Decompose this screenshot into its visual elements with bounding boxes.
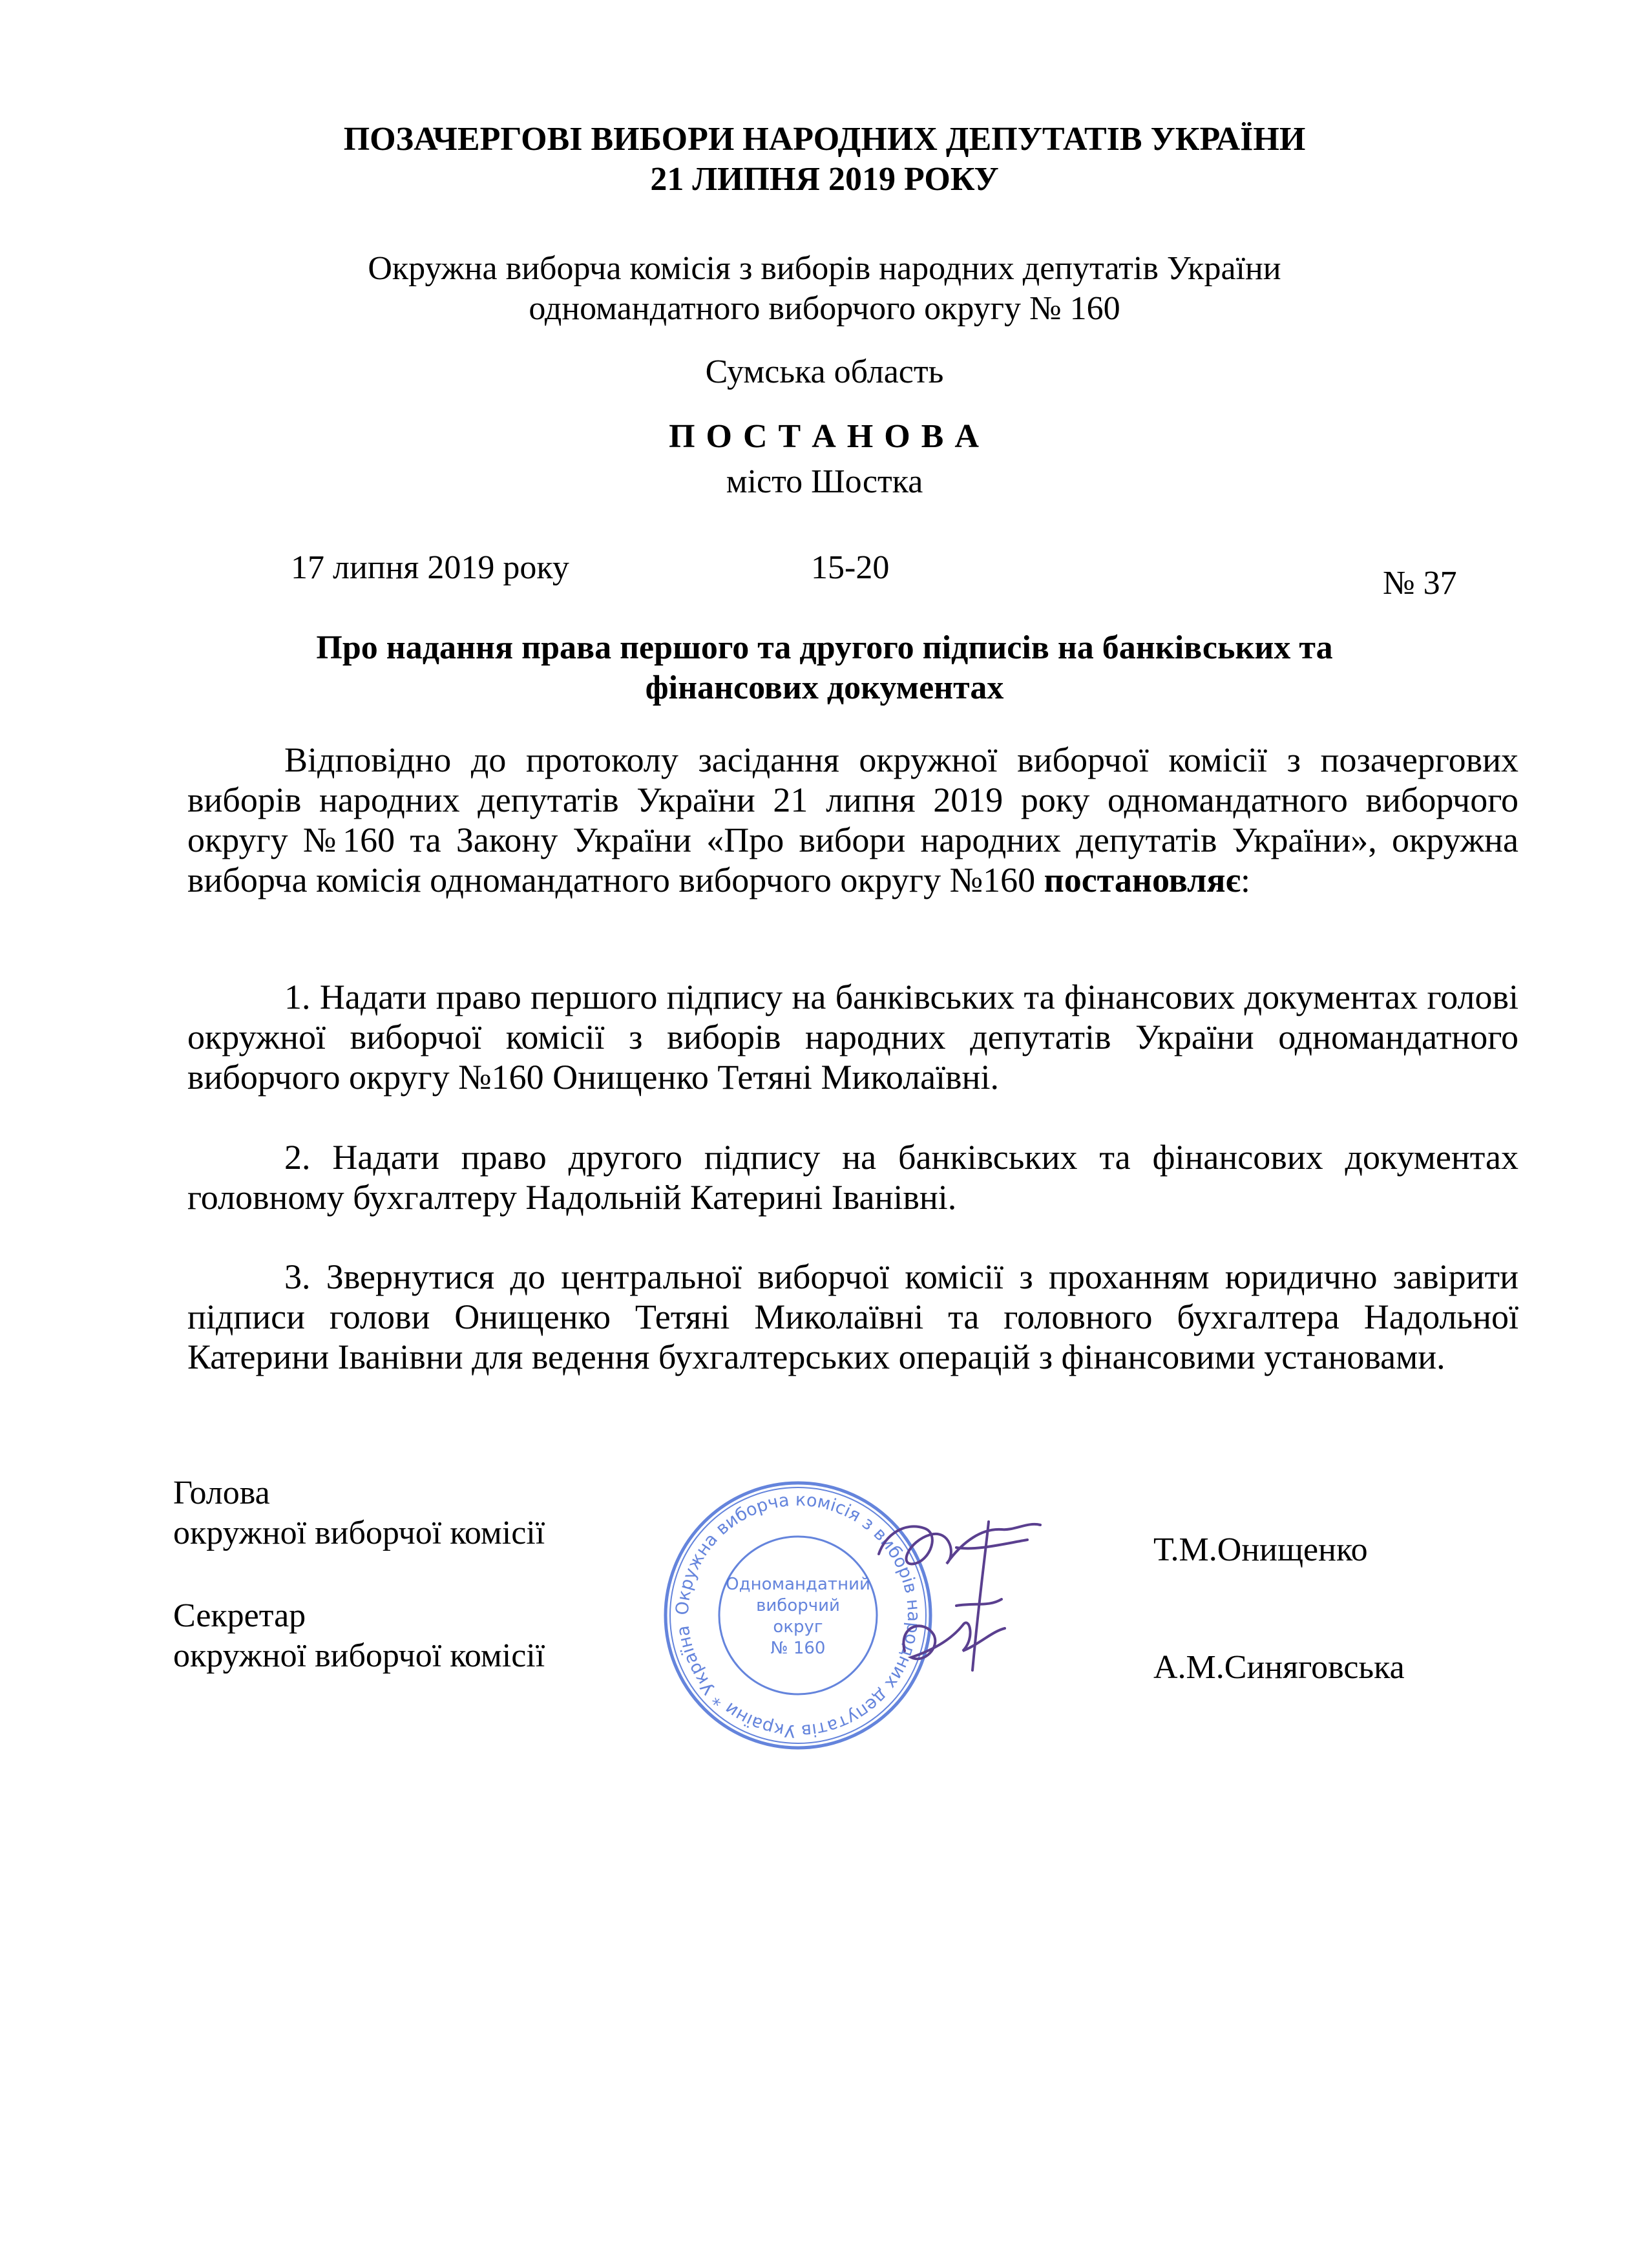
commission-name-line2: одномандатного виборчого округу № 160	[529, 290, 1120, 327]
stamp-outer-text: Окружна виборча комісія з виборів народних депутатів України * Україна	[672, 1489, 924, 1741]
election-title	[0, 120, 1649, 200]
document-date: 17 липня 2019 року	[291, 549, 569, 586]
stamp-inner-line3: округ	[773, 1617, 823, 1637]
preamble-colon: :	[1240, 861, 1250, 899]
head-title	[173, 1473, 545, 1553]
preamble-resolves: постановляє	[1044, 861, 1241, 899]
subject-line2: фінансових документах	[645, 669, 1004, 706]
resolution-item-1: 1. Надати право першого підпису на банківських та фінансових документах голові окружної виборчої комісії з виборів народних депутатів України одномандатного виборчого округу №160 Онищенко Тетяні Миколаївні.	[187, 978, 1518, 1097]
election-title-line2: 21 ЛИПНЯ 2019 РОКУ	[650, 161, 999, 198]
election-title-line1: ПОЗАЧЕРГОВІ ВИБОРИ НАРОДНИХ ДЕПУТАТІВ УКРАЇНИ	[343, 121, 1306, 158]
resolution-item-2: 2. Надати право другого підпису на банківських та фінансових документах головному бухгалтеру Надольній Катерині Іванівні.	[187, 1138, 1518, 1217]
stamp-inner-line4: № 160	[770, 1639, 826, 1658]
commission-name-line1: Окружна виборча комісія з виборів народних депутатів України	[368, 250, 1281, 287]
official-stamp	[653, 1457, 1105, 1754]
stamp-inner-line2: виборчий	[756, 1596, 840, 1615]
stamp-inner-line1: Одномандатний	[726, 1575, 870, 1594]
preamble-text: Відповідно до протоколу засідання окружної виборчої комісії з позачергових виборів народних депутатів України 21 липня 2019 року одномандатного виборчого округу №160 та Закону України «Про вибори народних депутатів України», окружна виборча комісія одномандатного виборчого округу №160	[187, 740, 1518, 899]
subject-line1: Про надання права першого та другого підписів на банківських та	[316, 629, 1333, 666]
secretary-title	[173, 1596, 545, 1676]
document-type: П О С Т А Н О В А	[669, 418, 980, 455]
document-subject	[0, 628, 1649, 708]
preamble-paragraph	[187, 740, 1518, 900]
document-time: 15-20	[811, 549, 890, 586]
secretary-name: А.М.Синяговська	[1153, 1649, 1405, 1686]
head-title-line1: Голова	[173, 1475, 270, 1511]
commission-name	[0, 249, 1649, 329]
region: Сумська область	[705, 353, 944, 390]
stamp-and-signatures	[653, 1457, 1105, 1754]
head-title-line2: окружної виборчої комісії	[173, 1515, 545, 1551]
secretary-title-line1: Секретар	[173, 1597, 306, 1634]
head-name: Т.М.Онищенко	[1153, 1531, 1368, 1568]
secretary-title-line2: окружної виборчої комісії	[173, 1637, 545, 1674]
resolution-item-3: 3. Звернутися до центральної виборчої комісії з проханням юридично завірити підписи голови Онищенко Тетяні Миколаївні та головного бухгалтера Надольної Катерини Іванівни для ведення бухгалтерських операцій з фінансовими установами.	[187, 1257, 1518, 1376]
document-number: № 37	[1383, 565, 1457, 602]
city: місто Шостка	[726, 463, 923, 500]
